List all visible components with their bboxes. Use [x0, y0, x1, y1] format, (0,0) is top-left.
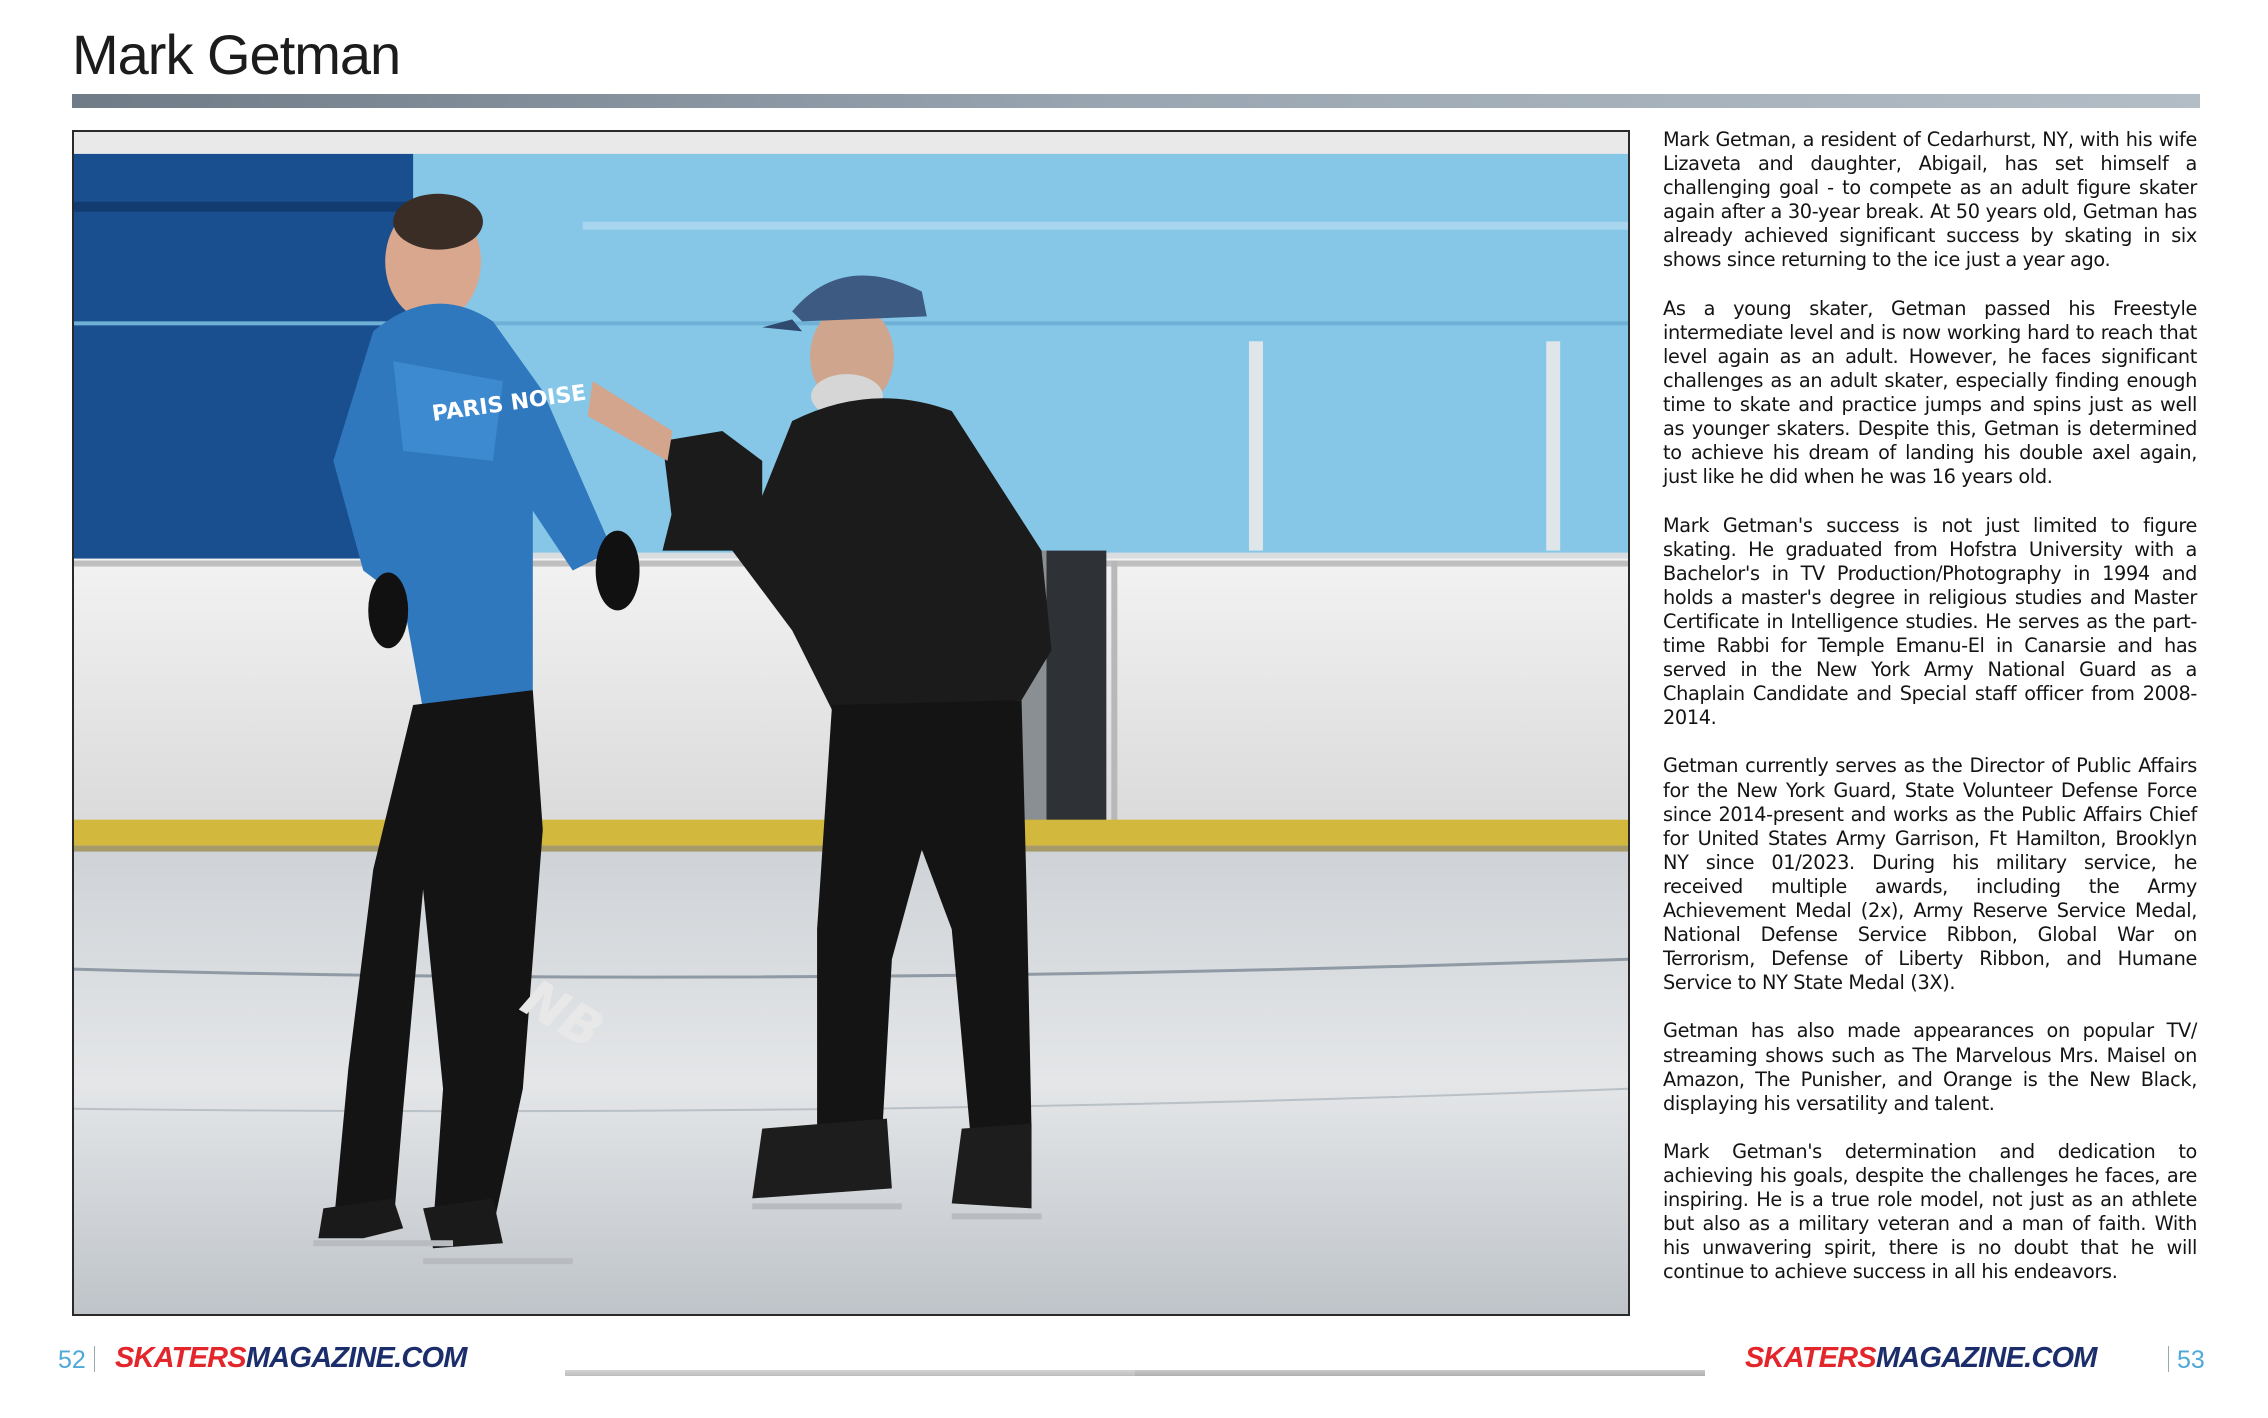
brand-part-magazine: MAGAZINE.COM	[245, 1342, 467, 1374]
skaters-photo-illustration	[74, 132, 1628, 1314]
article-paragraph: As a young skater, Getman passed his Freestyle intermediate level and is now working hard to reach that level again as an adult. However, he faces significant challenges as an adult skater, especially finding enough time to skate and practice jumps and spins just as well as younger skaters. Despite this, Getman is determined to achieve his dream of landing his double axel again, just like he did when he was 16 years old.	[1663, 296, 2197, 489]
footer-divider-left	[565, 1370, 1135, 1376]
brand-link-right[interactable]	[1745, 1342, 2097, 1375]
article-paragraph: Mark Getman's determination and dedication to achieving his goals, despite the challenges he faces, are inspiring. He is a true role model, not just as an athlete but also as a military veteran and a man of faith. With his unwavering spirit, there is no doubt that he will continue to achieve success in all his endeavors.	[1663, 1139, 2197, 1284]
page-title: Mark Getman	[72, 23, 401, 86]
article-paragraph: Mark Getman's success is not just limited to figure skating. He graduated from Hofstra University with a Bachelor's in TV Production/Photography in 1994 and holds a master's degree in religious studies and Master Certificate in Intelligence studies. He serves as the part-time Rabbi for Temple Emanu-El in Canarsie and has served in the New York Army National Guard as a Chaplain Candidate and Special staff officer from 2008-2014.	[1663, 513, 2197, 730]
brand-part-skaters: SKATERS	[1745, 1342, 1876, 1374]
hoodie-print-text: PARIS NOISE	[430, 380, 588, 427]
page-number-left: 52	[58, 1346, 95, 1375]
article-photo	[72, 130, 1630, 1316]
brand-link-left[interactable]	[115, 1342, 467, 1375]
footer-divider-right	[1135, 1370, 1705, 1376]
pants-logo-text: NB	[511, 968, 614, 1062]
article-body	[1663, 128, 2197, 1309]
title-divider-bar	[72, 94, 2200, 108]
article-paragraph: Getman has also made appearances on popular TV/ streaming shows such as The Marvelous Mrs. Maisel on Amazon, The Punisher, and Orange is the New Black, displaying his versatility and talent.	[1663, 1019, 2197, 1115]
brand-part-magazine: MAGAZINE.COM	[1875, 1342, 2097, 1374]
article-paragraph: Mark Getman, a resident of Cedarhurst, NY, with his wife Lizaveta and daughter, Abigail, has set himself a challenging goal - to compete as an adult figure skater again after a 30-year break. At 50 years old, Getman has already achieved significant success by skating in six shows since returning to the ice just a year ago.	[1663, 128, 2197, 272]
page-number-right: 53	[2168, 1346, 2205, 1375]
brand-part-skaters: SKATERS	[115, 1342, 246, 1374]
article-paragraph: Getman currently serves as the Director of Public Affairs for the New York Guard, State Volunteer Defense Force since 2014-present and works as the Public Affairs Chief for United States Army Garrison, Ft Hamilton, Brooklyn NY since 01/2023. During his military service, he received multiple awards, including the Army Achievement Medal (2x), Army Reserve Service Medal, National Defense Service Ribbon, Global War on Terrorism, Defense of Liberty Ribbon, and Humane Service to NY State Medal (3X).	[1663, 754, 2197, 995]
